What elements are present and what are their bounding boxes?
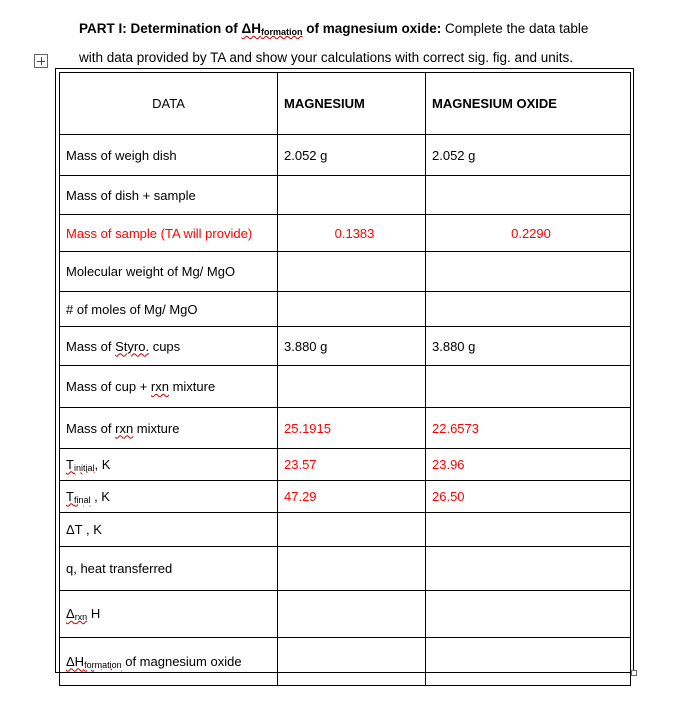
table-row — [60, 176, 631, 215]
table-row — [60, 292, 631, 327]
table-row — [60, 215, 631, 252]
magnesium-cell[interactable]: 3.880 g — [278, 327, 426, 366]
row-label[interactable]: Mass of cup + rxn mixture — [60, 366, 278, 408]
row-label[interactable]: $\Delta H_{formation}$ of magnesium oxide — [60, 638, 278, 686]
row-label[interactable]: Molecular weight of Mg/ MgO — [60, 252, 278, 292]
magnesium-oxide-cell[interactable] — [426, 292, 631, 327]
magnesium-cell[interactable]: 2.052 g — [278, 135, 426, 176]
header-data: DATA — [60, 73, 278, 135]
magnesium-oxide-cell[interactable]: 2.052 g — [426, 135, 631, 176]
magnesium-oxide-cell[interactable] — [426, 513, 631, 547]
instructions-heading — [79, 16, 669, 70]
magnesium-oxide-cell[interactable] — [426, 638, 631, 686]
magnesium-cell[interactable]: 0.1383 — [278, 215, 426, 252]
magnesium-cell[interactable] — [278, 176, 426, 215]
row-label[interactable]: ΔT , K — [60, 513, 278, 547]
magnesium-oxide-cell[interactable] — [426, 591, 631, 638]
header-magnesium-oxide: MAGNESIUM OXIDE — [426, 73, 631, 135]
magnesium-cell[interactable] — [278, 366, 426, 408]
table-row — [60, 327, 631, 366]
row-label[interactable]: Mass of sample (TA will provide) — [60, 215, 278, 252]
row-label[interactable]: Mass of weigh dish — [60, 135, 278, 176]
data-table — [59, 72, 631, 686]
table-resize-handle[interactable] — [631, 670, 637, 676]
table-row — [60, 513, 631, 547]
heading-line-1 — [79, 16, 669, 45]
row-label[interactable]: Mass of dish + sample — [60, 176, 278, 215]
table-move-handle-icon[interactable] — [34, 54, 48, 68]
magnesium-cell[interactable]: 25.1915 — [278, 408, 426, 449]
magnesium-oxide-cell[interactable]: 22.6573 — [426, 408, 631, 449]
row-label[interactable]: q, heat transferred — [60, 547, 278, 591]
magnesium-cell[interactable] — [278, 591, 426, 638]
magnesium-cell[interactable] — [278, 252, 426, 292]
magnesium-cell[interactable] — [278, 638, 426, 686]
table-row — [60, 366, 631, 408]
table-row — [60, 135, 631, 176]
magnesium-cell[interactable] — [278, 547, 426, 591]
table-row — [60, 408, 631, 449]
table-row — [60, 638, 631, 686]
row-label[interactable]: Mass of Styro. cups — [60, 327, 278, 366]
magnesium-oxide-cell[interactable] — [426, 366, 631, 408]
table-header-row — [60, 73, 631, 135]
magnesium-oxide-cell[interactable]: 0.2290 — [426, 215, 631, 252]
row-label[interactable]: $T_{initial}$, K — [60, 449, 278, 481]
magnesium-oxide-cell[interactable] — [426, 252, 631, 292]
part-title: PART I: Determination of $\Delta H_{formation}$ of magnesium oxide: — [79, 21, 442, 37]
row-label[interactable]: $\Delta_{rxn}$ H — [60, 591, 278, 638]
magnesium-cell[interactable] — [278, 513, 426, 547]
header-magnesium: MAGNESIUM — [278, 73, 426, 135]
row-label[interactable]: Mass of rxn mixture — [60, 408, 278, 449]
magnesium-oxide-cell[interactable]: 23.96 — [426, 449, 631, 481]
table-row — [60, 252, 631, 292]
magnesium-cell[interactable]: 47.29 — [278, 481, 426, 513]
table-row — [60, 591, 631, 638]
table-row — [60, 547, 631, 591]
magnesium-oxide-cell[interactable] — [426, 176, 631, 215]
table-row — [60, 449, 631, 481]
magnesium-oxide-cell[interactable] — [426, 547, 631, 591]
table-row — [60, 481, 631, 513]
magnesium-oxide-cell[interactable]: 3.880 g — [426, 327, 631, 366]
heading-instruction: Complete the data table — [441, 21, 589, 36]
magnesium-cell[interactable] — [278, 292, 426, 327]
row-label[interactable]: $T_{final}$ , K — [60, 481, 278, 513]
magnesium-oxide-cell[interactable]: 26.50 — [426, 481, 631, 513]
heading-line-2: with data provided by TA and show your calculations with correct sig. fig. and units. — [79, 50, 574, 65]
row-label[interactable]: # of moles of Mg/ MgO — [60, 292, 278, 327]
magnesium-cell[interactable]: 23.57 — [278, 449, 426, 481]
